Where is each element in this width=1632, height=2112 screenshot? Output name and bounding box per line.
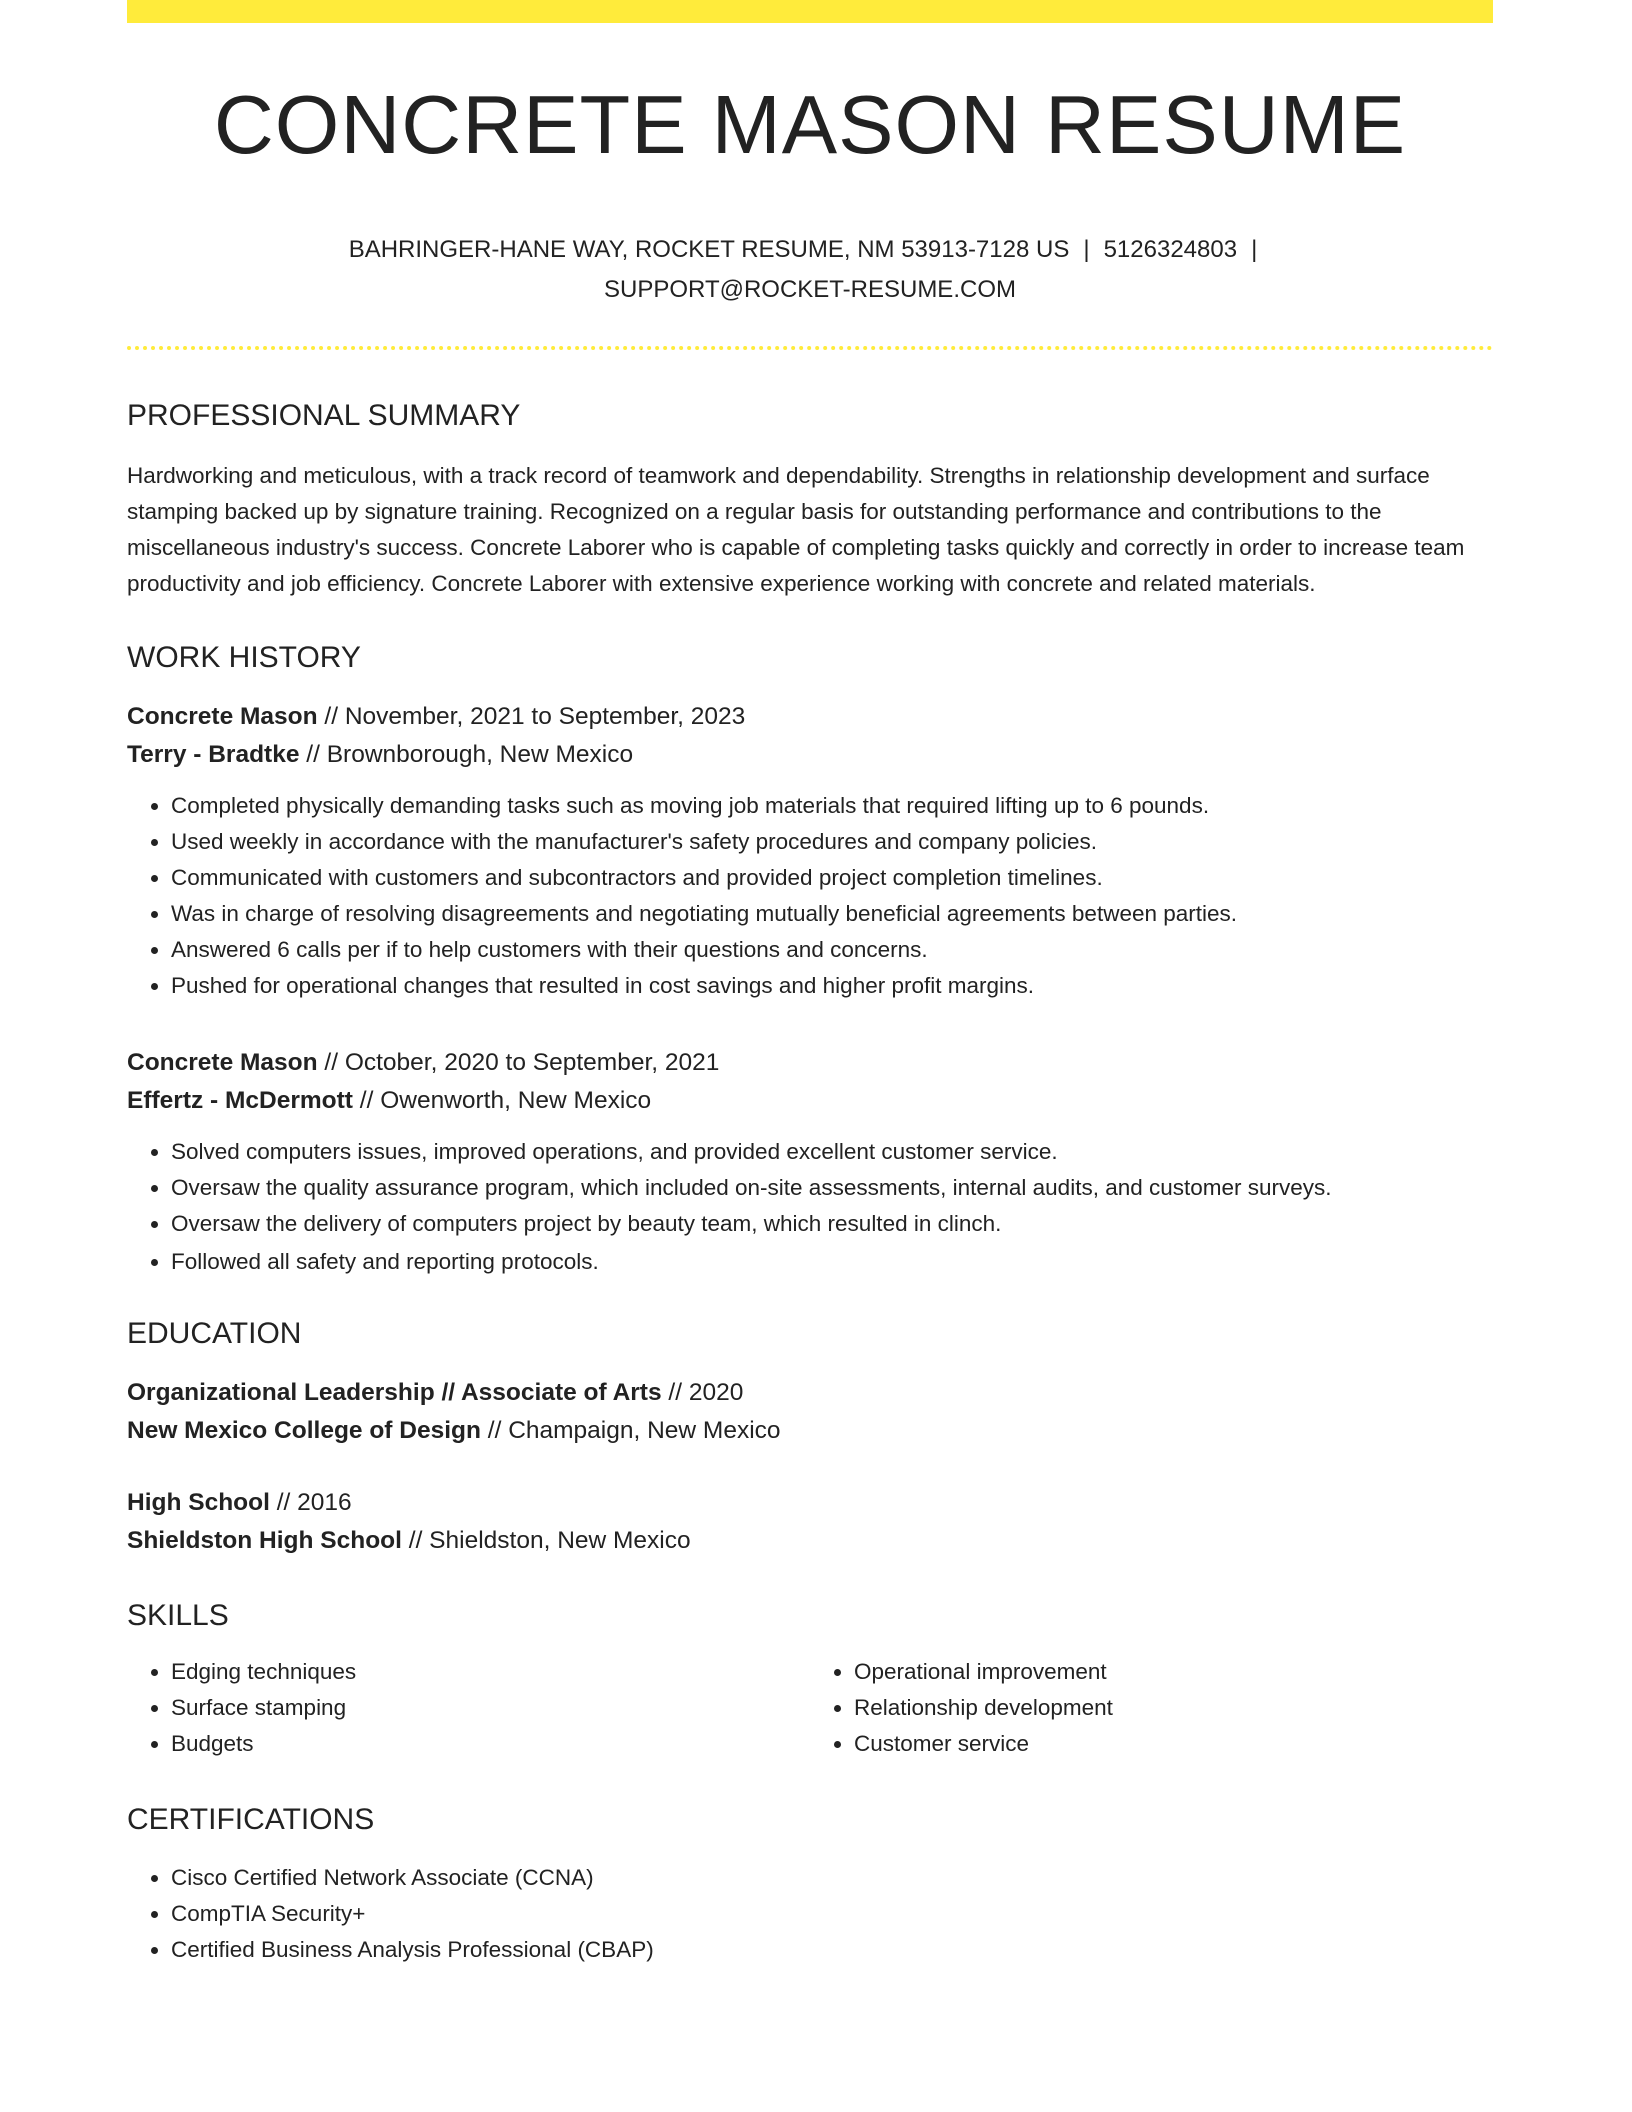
list-item: • Operational improvement xyxy=(854,1654,1493,1690)
contact-separator: | xyxy=(1251,236,1258,263)
job-title-line xyxy=(127,698,1493,736)
degree: High School xyxy=(127,1489,270,1516)
list-item: • Certified Business Analysis Professional (CBAP) xyxy=(171,1932,1493,1968)
education-heading: EDUCATION xyxy=(127,1317,302,1350)
graduation-year: // 2016 xyxy=(269,1489,352,1516)
resume-title: CONCRETE MASON RESUME xyxy=(213,78,1407,171)
school-line xyxy=(127,1522,1493,1560)
job-company: Terry - Bradtke xyxy=(127,741,300,768)
contact-separator: | xyxy=(1083,236,1090,263)
top-accent-bar xyxy=(127,0,1493,23)
job-bullets xyxy=(127,788,1493,1004)
list-item: • Oversaw the quality assurance program, which included on-site assessments, internal audits, and customer surveys. xyxy=(171,1170,1493,1206)
phone: 5126324803 xyxy=(1103,236,1238,263)
list-item: • Used weekly in accordance with the manufacturer's safety procedures and company policies. xyxy=(171,824,1493,860)
list-item: • Customer service xyxy=(854,1726,1493,1762)
job-title: Concrete Mason xyxy=(127,703,318,730)
list-item: • Edging techniques xyxy=(171,1654,810,1690)
school-name: Shieldston High School xyxy=(127,1527,402,1554)
job-entry xyxy=(127,698,1493,1004)
job-company: Effertz - McDermott xyxy=(127,1087,353,1114)
certifications-list xyxy=(127,1860,1493,1968)
skills-heading: SKILLS xyxy=(127,1599,229,1632)
degree-line xyxy=(127,1484,1493,1522)
email: SUPPORT@ROCKET-RESUME.COM xyxy=(604,276,1016,303)
education-entry xyxy=(127,1374,1493,1450)
school-location: // Shieldston, New Mexico xyxy=(401,1527,691,1554)
contact-info xyxy=(127,230,1493,310)
list-item: • Answered 6 calls per if to help customers with their questions and concerns. xyxy=(171,932,1493,968)
degree: Organizational Leadership // Associate of Arts xyxy=(127,1379,662,1406)
list-item: • Budgets xyxy=(171,1726,810,1762)
job-dates: // October, 2020 to September, 2021 xyxy=(317,1049,720,1076)
list-item: • Surface stamping xyxy=(171,1690,810,1726)
job-company-line xyxy=(127,736,1493,774)
certifications-section xyxy=(127,1860,1493,1968)
work-history-heading: WORK HISTORY xyxy=(127,641,361,674)
list-item: • Pushed for operational changes that resulted in cost savings and higher profit margins. xyxy=(171,968,1493,1004)
degree-line xyxy=(127,1374,1493,1412)
list-item: • Relationship development xyxy=(854,1690,1493,1726)
skills-list-left xyxy=(127,1654,810,1762)
summary-heading: PROFESSIONAL SUMMARY xyxy=(127,399,521,432)
list-item: • Cisco Certified Network Associate (CCNA) xyxy=(171,1860,1493,1896)
list-item: • Oversaw the delivery of computers project by beauty team, which resulted in clinch. xyxy=(171,1206,1493,1242)
school-line xyxy=(127,1412,1493,1450)
job-location: // Owenworth, New Mexico xyxy=(352,1087,652,1114)
job-title-line xyxy=(127,1044,1493,1082)
list-item: • Followed all safety and reporting protocols. xyxy=(171,1244,1493,1280)
job-location: // Brownborough, New Mexico xyxy=(299,741,634,768)
dotted-divider xyxy=(127,346,1493,350)
graduation-year: // 2020 xyxy=(661,1379,744,1406)
list-item: • Communicated with customers and subcontractors and provided project completion timelines. xyxy=(171,860,1493,896)
resume-page xyxy=(127,0,1493,1968)
job-bullets xyxy=(127,1134,1493,1280)
school-name: New Mexico College of Design xyxy=(127,1417,481,1444)
job-company-line xyxy=(127,1082,1493,1120)
school-location: // Champaign, New Mexico xyxy=(480,1417,781,1444)
skills-list-right xyxy=(810,1654,1493,1762)
job-dates: // November, 2021 to September, 2023 xyxy=(317,703,746,730)
address: BAHRINGER-HANE WAY, ROCKET RESUME, NM 53913-7128 US xyxy=(348,236,1070,263)
job-title: Concrete Mason xyxy=(127,1049,318,1076)
job-entry xyxy=(127,1044,1493,1280)
list-item: • Was in charge of resolving disagreements and negotiating mutually beneficial agreements between parties. xyxy=(171,896,1493,932)
list-item: • CompTIA Security+ xyxy=(171,1896,1493,1932)
certifications-heading: CERTIFICATIONS xyxy=(127,1803,375,1836)
skills-columns xyxy=(127,1654,1493,1762)
education-entry xyxy=(127,1484,1493,1560)
list-item: • Completed physically demanding tasks such as moving job materials that required lifting up to 6 pounds. xyxy=(171,788,1493,824)
list-item: • Solved computers issues, improved operations, and provided excellent customer service. xyxy=(171,1134,1493,1170)
summary-text: Hardworking and meticulous, with a track record of teamwork and dependability. Strengths in relationship development and surface stamping backed up by signature training. Recognized on a regular basis for outstanding performance and contributions to the miscellaneous industry's success. Concrete Laborer who is capable of completing tasks quickly and correctly in order to increase team productivity and job efficiency. Concrete Laborer with extensive experience working with concrete and related materials. xyxy=(127,463,1465,596)
